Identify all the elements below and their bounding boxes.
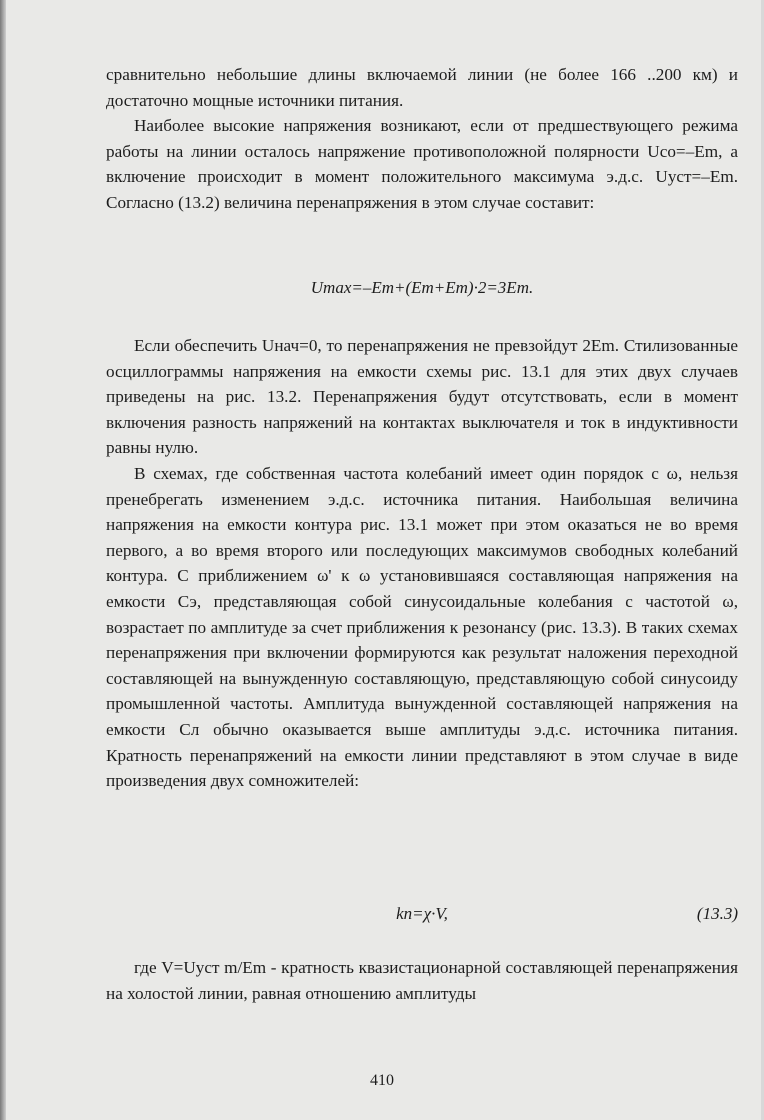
- binding-edge: [0, 0, 6, 1120]
- paragraph-4: В схемах, где собственная частота колебаний имеет один порядок с ω, нельзя пренебрегать изменением э.д.с. источника питания. Наибольшая величина напряжения на емкости контура рис. 13.1 может при этом оказаться не во время первого, а во время второго или последующих максимумов свободных колебаний контура. С приближением ω' к ω установившаяся составляющая напряжения на емкости Сэ, представляющая собой синусоидальные колебания с частотой ω, возрастает по амплитуде за счет приближения к резонансу (рис. 13.3). В таких схемах перенапряжения при включении формируются как результат наложения переходной составляющей на вынужденную составляющую, представляющую собой синусоиду промышленной частоты. Амплитуда вынужденной составляющей напряжения на емкости Сл обычно оказывается выше амплитуды э.д.с. источника питания. Кратность перенапряжений на емкости линии представляют в этом случае в виде произведения двух сомножителей:: [106, 463, 738, 791]
- paragraph-5: где V=Uуст m/Em - кратность квазистационарной составляющей перенапряжения на холостой линии, равная отношению амплитуды: [106, 958, 738, 1003]
- text-block-3: [106, 955, 738, 1006]
- formula-umax: Umax=–Em+(Em+Em)·2=3Em.: [310, 278, 534, 297]
- text-block-2: [106, 333, 738, 794]
- paragraph-3: Если обеспечить Uнач=0, то перенапряжения не превзойдут 2Em. Стилизованные осциллограммы напряжения на емкости схемы рис. 13.1 для этих двух случаев приведены на рис. 13.2. Перенапряжения будут отсутствовать, если в момент включения разность напряжений на контактах выключателя и ток в индуктивности равны нулю.: [106, 336, 738, 458]
- page-number: 410: [370, 1072, 394, 1089]
- paragraph-2: Наиболее высокие напряжения возникают, если от предшествующего режима работы на линии осталось напряжение противоположной полярности Uco=–Em, а включение происходит в момент положительного максимума э.д.с. Uуст=–Em. Согласно (13.2) величина перенапряжения в этом случае составит:: [106, 116, 738, 212]
- formula-kn-text: kп=χ·V,: [396, 904, 448, 923]
- equation-number: (13.3): [696, 904, 738, 923]
- text-block-1: [106, 62, 738, 216]
- paragraph-1: сравнительно небольшие длины включаемой линии (не более 166 ..200 км) и достаточно мощные источники питания.: [106, 65, 738, 110]
- formula-kn: [106, 904, 738, 924]
